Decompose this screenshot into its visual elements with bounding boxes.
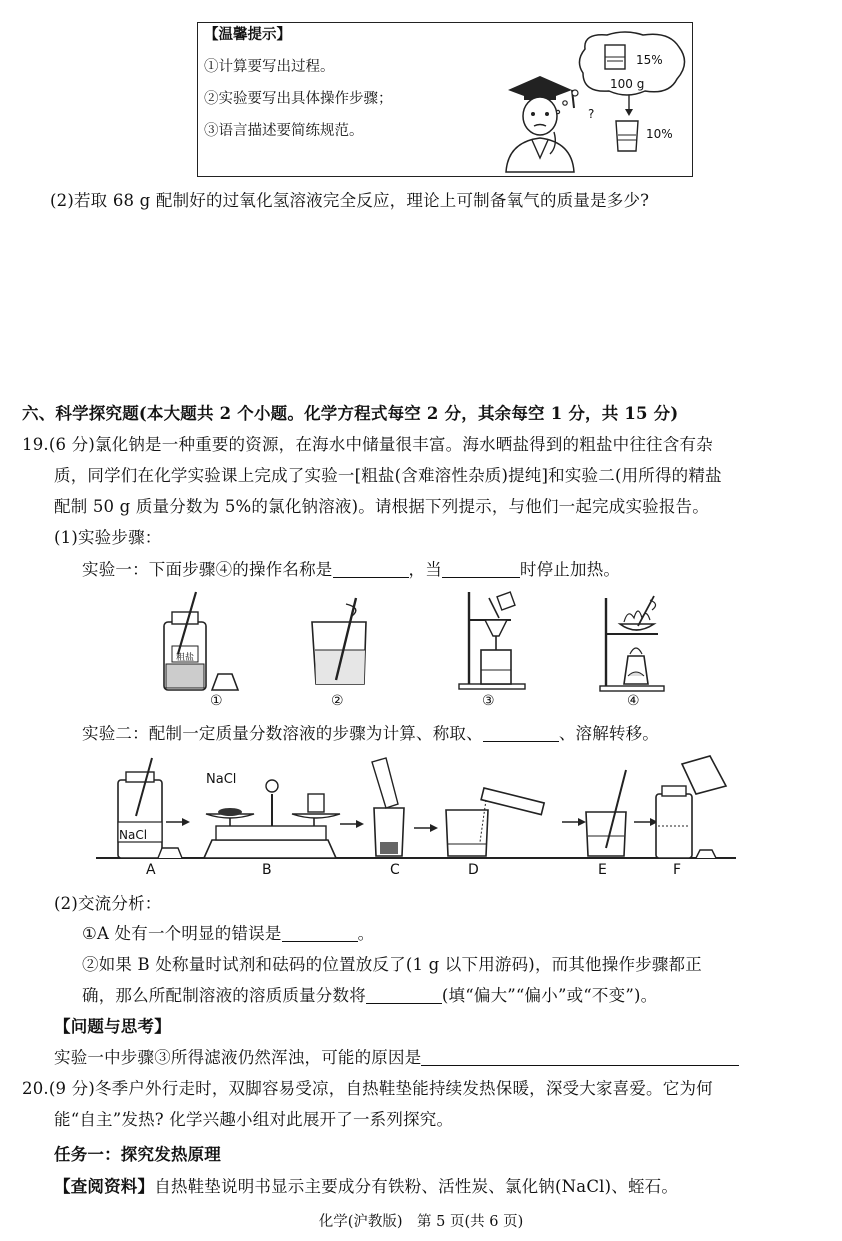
analysis2-blank[interactable]	[366, 987, 442, 1004]
exp2-label-c: C	[390, 862, 400, 878]
q19-think-heading: 【问题与思考】	[54, 1017, 171, 1036]
q20-material	[54, 1176, 678, 1198]
think-text: 实验一中步骤③所得滤液仍然浑浊，可能的原因是	[54, 1048, 422, 1067]
exp1-label-1: ①	[210, 693, 223, 709]
exp1-text-b: ，当	[408, 560, 442, 579]
exp1-step1-figure	[160, 588, 240, 693]
analysis2-text-a: 确，那么所配制溶液的溶质质量分数将	[82, 986, 366, 1005]
q19-analysis-heading: (2)交流分析：	[54, 894, 162, 913]
tip-title: 【温馨提示】	[204, 26, 291, 43]
exp1-blank-1[interactable]	[333, 561, 409, 578]
exp2-blank[interactable]	[483, 725, 559, 742]
exp2-label-a: A	[146, 862, 156, 878]
exp1-step4-figure	[598, 592, 678, 692]
tip-item-1: ①计算要写出过程。	[204, 59, 335, 75]
exp1-step2-figure	[306, 594, 376, 689]
arrow-down-icon	[624, 95, 634, 117]
exp1-text-a: 实验一：下面步骤④的操作名称是	[82, 560, 333, 579]
q19-analysis1	[82, 923, 374, 945]
material-tag: 【查阅资料】	[54, 1177, 155, 1196]
q18-part2: (2)若取 68 g 配制好的过氧化氢溶液完全反应，理论上可制备氧气的质量是多少?	[50, 191, 650, 210]
nacl-top-label: NaCl	[206, 772, 237, 787]
analysis2-text-b: (填“偏大”“偏小”或“不变”)。	[441, 986, 658, 1005]
analysis1-blank[interactable]	[282, 925, 358, 942]
q19-exp2-line	[82, 723, 659, 745]
exp2-label-b: B	[262, 862, 272, 878]
exp1-blank-2[interactable]	[442, 561, 520, 578]
analysis1-text-b: 。	[357, 924, 375, 943]
q20-task1: 任务一：探究发热原理	[54, 1145, 221, 1164]
tip-item-3: ③语言描述要简练规范。	[204, 123, 364, 139]
material-text: 自热鞋垫说明书显示主要成分有铁粉、活性炭、氯化钠(NaCl)、蛭石。	[154, 1177, 679, 1196]
q19-line2: 质，同学们在化学实验课上完成了实验一[粗盐(含难溶性杂质)提纯]和实验二(用所得的精盐	[54, 466, 722, 485]
bubble-percent-top: 15%	[636, 53, 663, 67]
exp2-text-b: 、溶解转移。	[558, 724, 660, 743]
exp1-label-3: ③	[482, 693, 495, 709]
bottle-label: 粗盐	[176, 653, 195, 663]
exp2-label-f: F	[673, 862, 682, 878]
beaker-small-icon	[614, 119, 640, 153]
exp2-label-d: D	[468, 862, 479, 878]
think-blank[interactable]	[421, 1049, 739, 1066]
question-mark: ?	[588, 107, 595, 121]
q19-exp1-line	[82, 559, 620, 581]
q19-steps-heading: (1)实验步骤：	[54, 528, 162, 547]
exp2-label-e: E	[598, 862, 607, 878]
tip-item-2: ②实验要写出具体操作步骤；	[204, 91, 393, 107]
exp1-label-2: ②	[331, 693, 344, 709]
q19-line3: 配制 50 g 质量分数为 5%的氯化钠溶液)。请根据下列提示，与他们一起完成实验报告。	[54, 497, 709, 516]
exp1-text-c: 时停止加热。	[519, 560, 621, 579]
q19-analysis2-line2	[82, 985, 657, 1007]
analysis1-text-a: ①A 处有一个明显的错误是	[82, 924, 282, 943]
tip-box	[197, 22, 693, 177]
exp2-text-a: 实验二：配制一定质量分数溶液的步骤为计算、称取、	[82, 724, 483, 743]
q19-line1: 19.(6 分)氯化钠是一种重要的资源，在海水中储量很丰富。海水晒盐得到的粗盐中往往含有杂	[22, 435, 713, 454]
q20-line1: 20.(9 分)冬季户外行走时，双脚容易受凉，自热鞋垫能持续发热保暖，深受大家喜爱。它为何	[22, 1079, 713, 1098]
page-footer: 化学(沪教版) 第 5 页(共 6 页)	[318, 1214, 524, 1230]
exp1-label-4: ④	[627, 693, 640, 709]
nacl-jar-label: NaCl	[119, 828, 148, 842]
q19-analysis2-line1: ②如果 B 处称量时试剂和砝码的位置放反了(1 g 以下用游码)，而其他操作步骤都正	[82, 955, 702, 974]
exp2-sequence-figure	[96, 756, 736, 866]
q20-line2: 能“自主”发热? 化学兴趣小组对此展开了一系列探究。	[54, 1110, 454, 1129]
q19-think-line	[54, 1047, 739, 1069]
section6-title: 六、科学探究题(本大题共 2 个小题。化学方程式每空 2 分，其余每空 1 分，共 15 分)	[22, 404, 679, 423]
exp1-step3-figure	[455, 590, 535, 690]
thought-bubble-dots	[553, 89, 583, 119]
bubble-mass: 100 g	[610, 77, 645, 91]
bubble-percent-bottom: 10%	[646, 127, 673, 141]
thinking-student-icon	[498, 68, 583, 173]
